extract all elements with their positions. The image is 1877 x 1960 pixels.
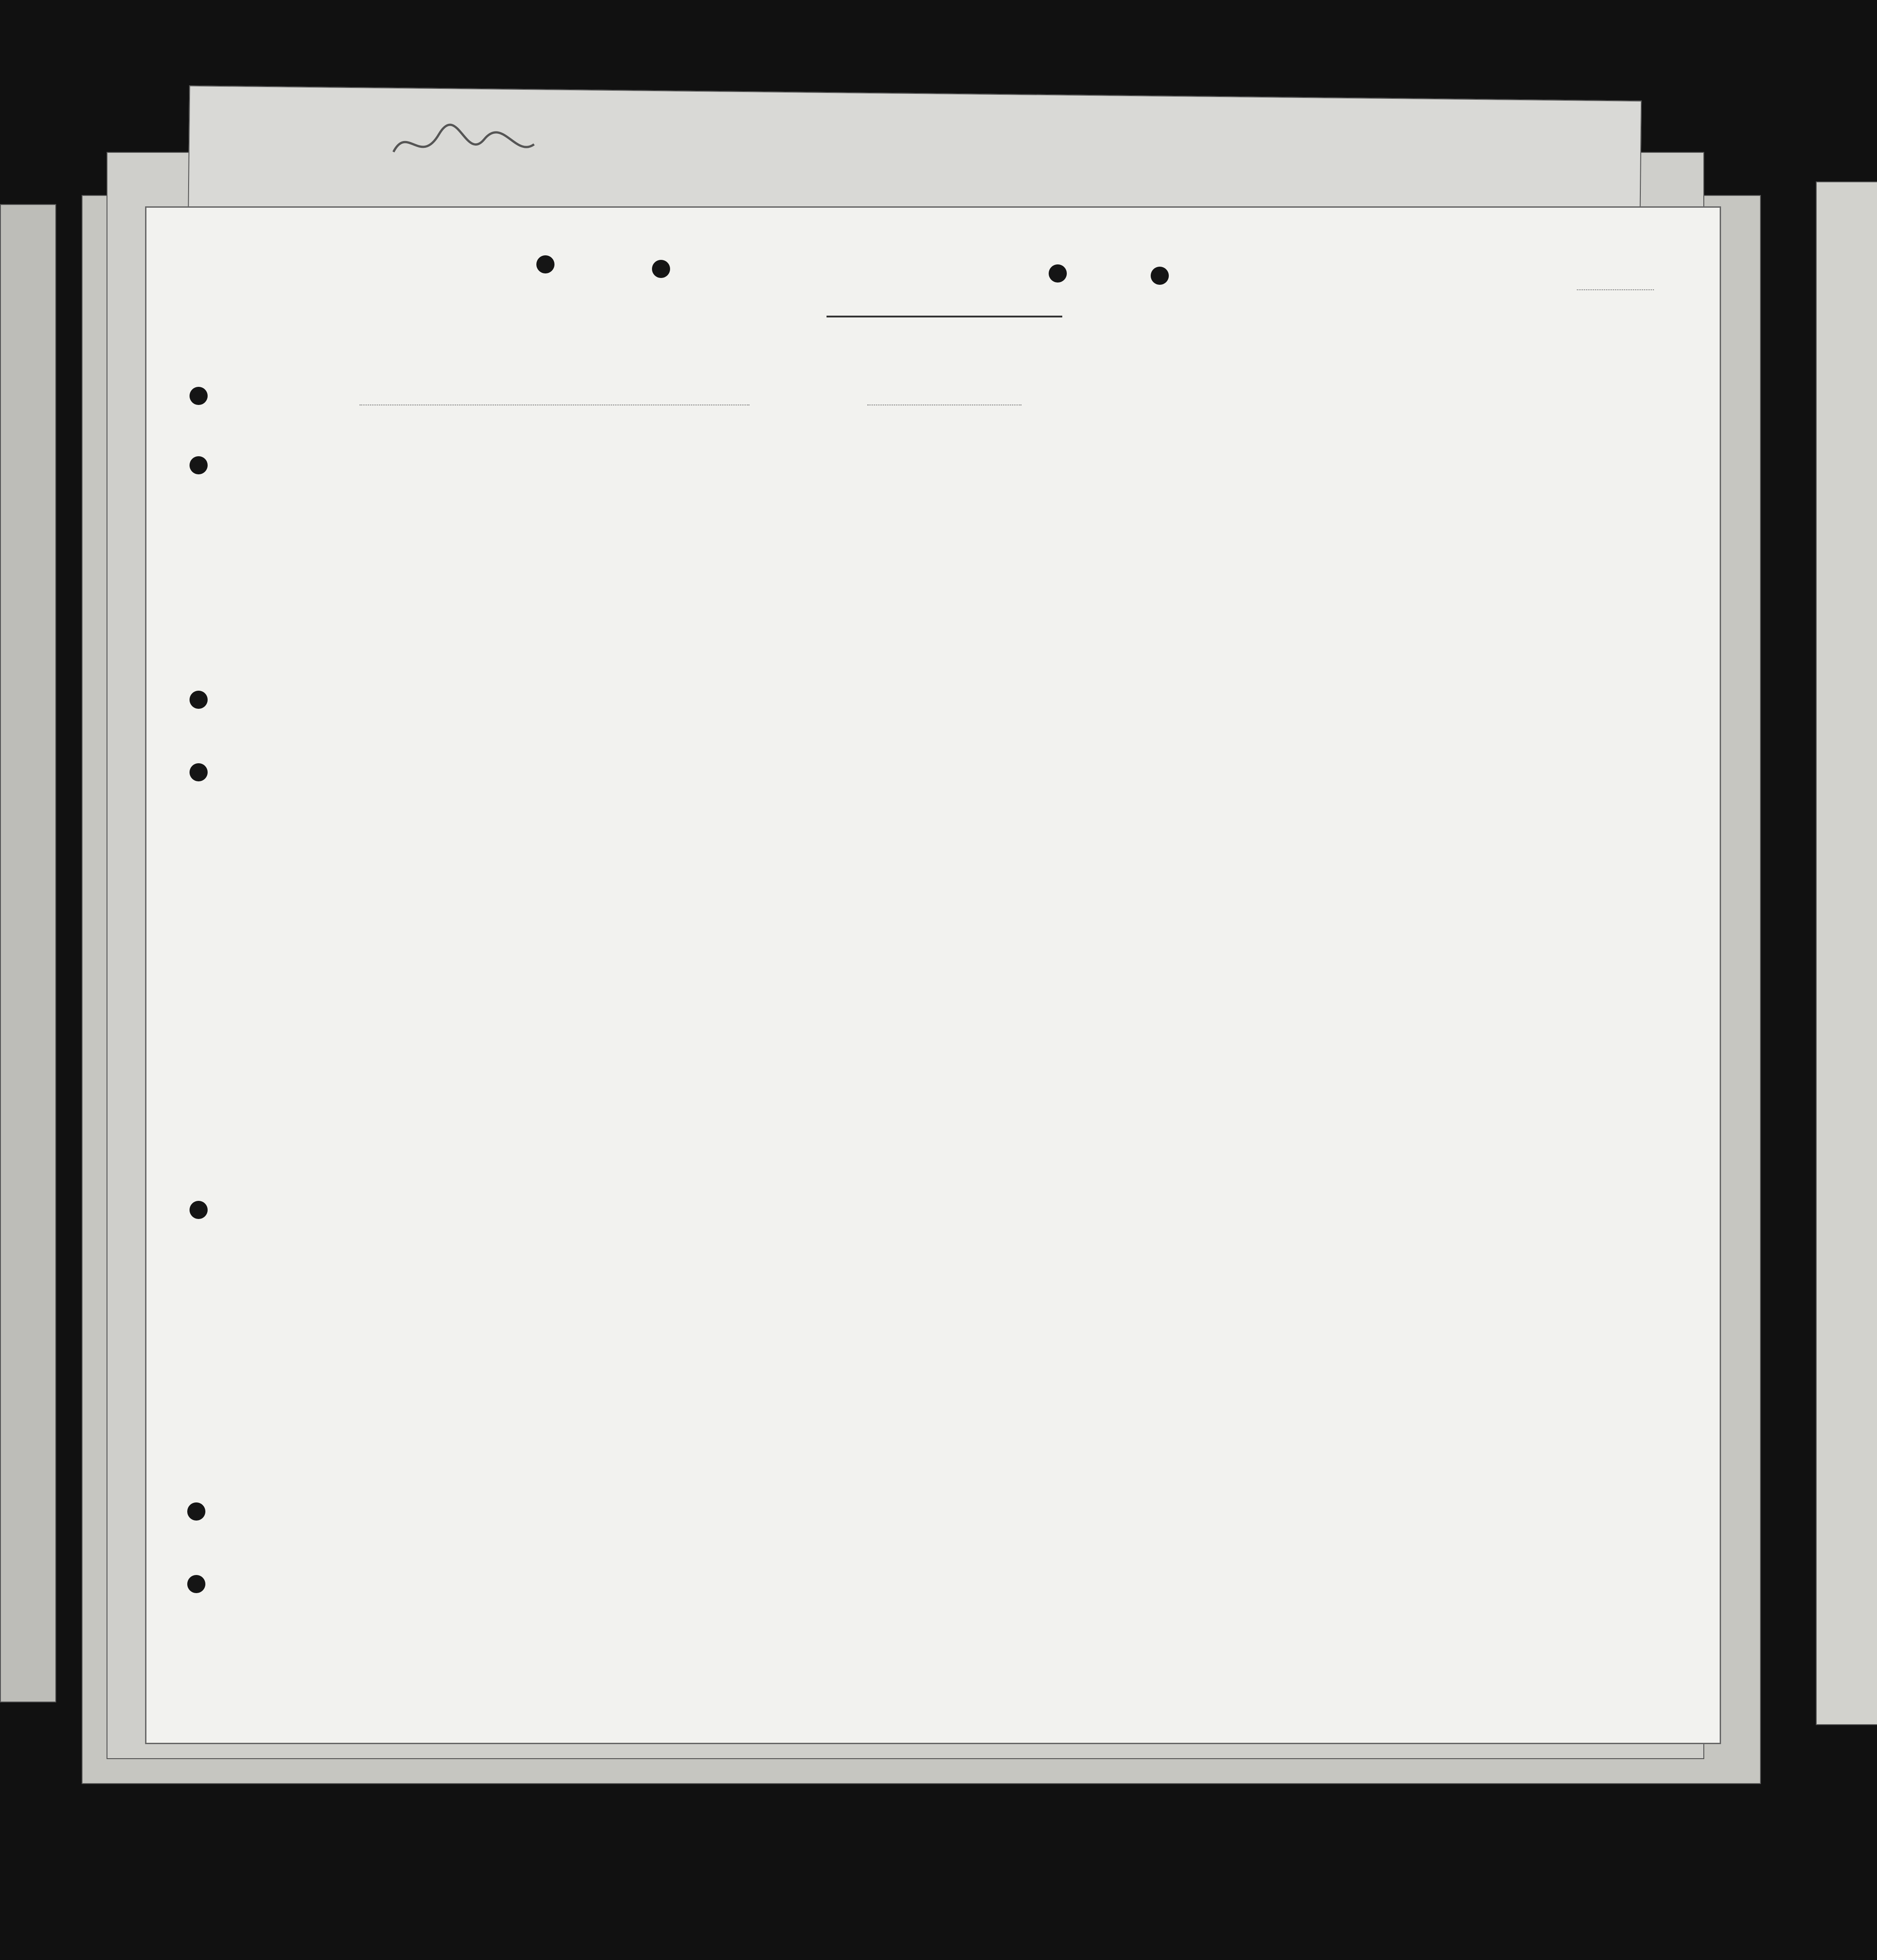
- right-adjacent-sheet: [1816, 181, 1877, 1725]
- punch-hole: [190, 456, 208, 474]
- sheet-number-line: [1577, 289, 1654, 290]
- punch-hole: [1151, 267, 1169, 285]
- handwritten-note-scrawl: [389, 107, 543, 172]
- punch-hole: [190, 691, 208, 709]
- manifest-sheet: [145, 206, 1721, 1744]
- left-adjacent-sheet: [0, 204, 56, 1702]
- punch-hole: [190, 763, 208, 781]
- punch-hole: [536, 255, 554, 273]
- punch-hole: [187, 1502, 205, 1521]
- punch-hole: [1049, 264, 1067, 283]
- punch-hole: [652, 260, 670, 278]
- punch-hole: [187, 1575, 205, 1593]
- punch-hole: [190, 1201, 208, 1219]
- punch-hole: [190, 387, 208, 405]
- title-underline: [827, 316, 1062, 317]
